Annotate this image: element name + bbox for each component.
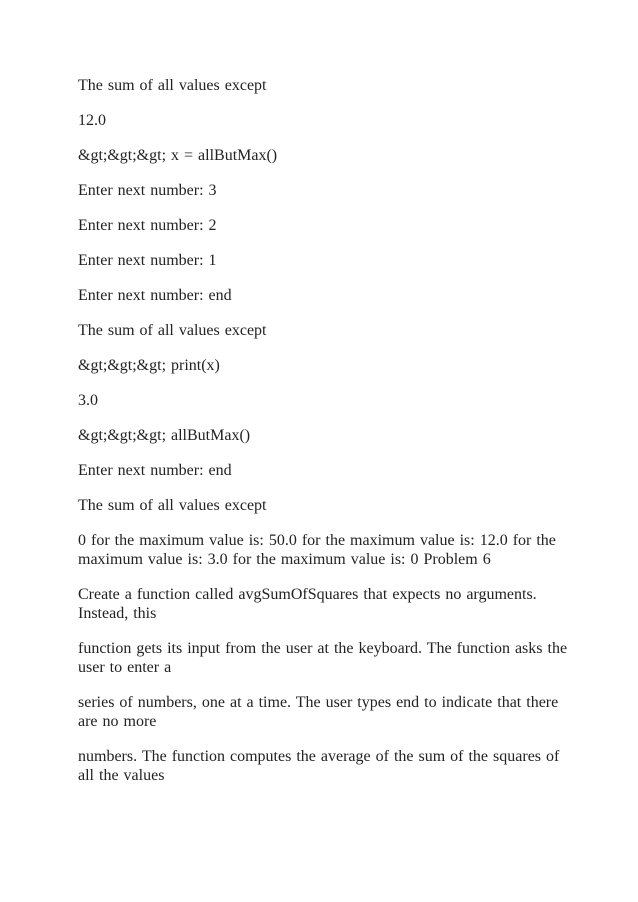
- paragraph-sum-except-1: The sum of all values except: [78, 77, 267, 94]
- paragraph-enter-1: Enter next number: 1: [78, 252, 217, 269]
- paragraph-sum-except-3: The sum of all values except: [78, 497, 267, 514]
- paragraph-enter-2: Enter next number: 2: [78, 217, 217, 234]
- paragraph-call-allbutmax-x: &gt;&gt;&gt; x = allButMax(): [78, 147, 278, 164]
- document-body: [78, 76, 568, 801]
- paragraph-problem-6-input: function gets its input from the user at the keyboard. The function asks the user to enter a: [78, 640, 568, 676]
- paragraph-result-3: 3.0: [78, 392, 98, 409]
- paragraph-enter-end-1: Enter next number: end: [78, 287, 232, 304]
- paragraph-problem-6-series: series of numbers, one at a time. The user types end to indicate that there are no more: [78, 694, 559, 730]
- paragraph-problem-6-intro: Create a function called avgSumOfSquares that expects no arguments. Instead, this: [78, 586, 537, 622]
- paragraph-enter-3: Enter next number: 3: [78, 182, 217, 199]
- paragraph-enter-end-2: Enter next number: end: [78, 462, 232, 479]
- paragraph-problem-6-average: numbers. The function computes the average of the sum of the squares of all the values: [78, 748, 560, 784]
- paragraph-call-allbutmax: &gt;&gt;&gt; allButMax(): [78, 427, 251, 444]
- paragraph-sum-except-2: The sum of all values except: [78, 322, 267, 339]
- paragraph-result-12: 12.0: [78, 112, 106, 129]
- paragraph-maximum-values: 0 for the maximum value is: 50.0 for the maximum value is: 12.0 for the maximum value is: 3.0 for the maximum value is: 0 Problem 6: [78, 532, 556, 568]
- paragraph-print-x: &gt;&gt;&gt; print(x): [78, 357, 220, 374]
